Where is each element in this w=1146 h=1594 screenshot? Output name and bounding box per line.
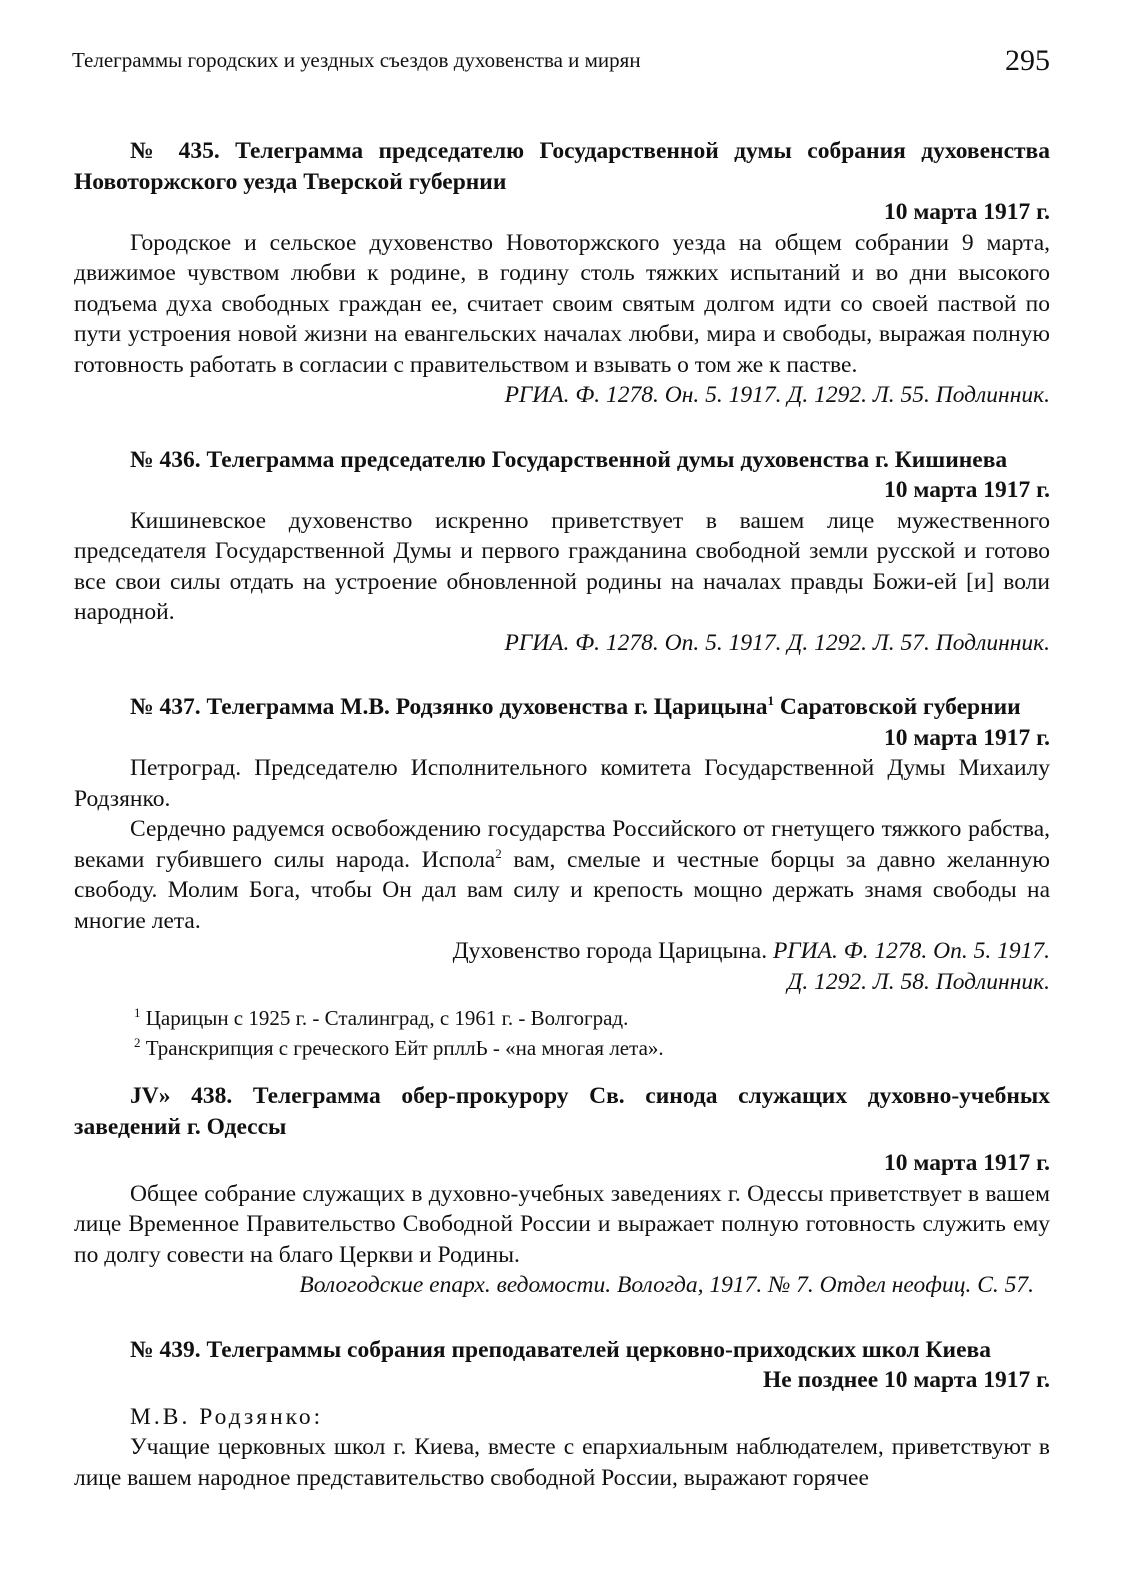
doc-437-source-2: Д. 1292. Л. 58. Подлинник. bbox=[787, 968, 1050, 995]
doc-437-title-tail: Саратовской губернии bbox=[774, 694, 1021, 720]
doc-437-text-tail: вам, смелые и честные борцы за давно желанную свободу. Молим Бога, чтобы Он дал вам силу и крепость мощно держать знамя свободы на многие лета. bbox=[74, 846, 1050, 934]
page-content bbox=[74, 136, 1050, 1493]
doc-436-text: Кишиневское духовенство искренно приветствует в вашем лице мужественного председателя Государственной Думы и первого гражданина свободной земли русской и готово все свои силы отдать на устроение обновленной родины на началах правды Божи-ей [и] воли народной. bbox=[74, 507, 1050, 625]
page-number: 295 bbox=[1005, 44, 1050, 77]
doc-439-text: Учащие церковных школ г. Киева, вместе с епархиальным наблюдателем, приветствуют в лице вашем народное представительство свободной России, выражают горячее bbox=[74, 1434, 1050, 1491]
doc-437-date: 10 марта 1917 г. bbox=[884, 724, 1050, 751]
doc-439-date: Не позднее 10 марта 1917 г. bbox=[762, 1367, 1050, 1393]
footnote-ref-2: 2 bbox=[495, 845, 502, 861]
doc-438-title: JV» 438. Телеграмма обер-прокурору Св. синода служащих духовно-учебных заведений г. Одессы bbox=[74, 1083, 1050, 1140]
document-438 bbox=[74, 1081, 1050, 1301]
footnote-2 bbox=[74, 1033, 1050, 1063]
document-436 bbox=[74, 445, 1050, 659]
footnotes bbox=[74, 1003, 1050, 1063]
running-title: Телеграммы городских и уездных съездов духовенства и мирян bbox=[72, 48, 641, 72]
footnote-ref-1: 1 bbox=[767, 693, 775, 709]
doc-435-date: 10 марта 1917 г. bbox=[884, 199, 1050, 225]
doc-435-source: РГИА. Ф. 1278. Он. 5. 1917. Д. 1292. Л. 55. Подлинник. bbox=[504, 382, 1050, 408]
document-435 bbox=[74, 136, 1050, 411]
doc-437-text bbox=[74, 814, 1050, 936]
doc-437-source-1: РГИА. Ф. 1278. Оп. 5. 1917. bbox=[772, 938, 1050, 964]
doc-436-source: РГИА. Ф. 1278. Оп. 5. 1917. Д. 1292. Л. 57. Подлинник. bbox=[504, 629, 1050, 656]
doc-437-title bbox=[74, 692, 1050, 723]
document-439 bbox=[74, 1335, 1050, 1494]
footnote-mark: 2 bbox=[134, 1035, 141, 1050]
doc-437-text-main: Сердечно радуемся освобождению государства Российского от гнетущего тяжкого рабства, веками губившего силы народа. Испола bbox=[74, 816, 1050, 873]
doc-435-text: Городское и сельское духовенство Новоторжского уезда на общем собрании 9 марта, движимое чувством любви к родине, в годину столь тяжких испытаний и во дни высокого подъема духа свободных граждан ее, считает своим святым долгом идти со своей паствой по пути устроения новой жизни на евангельских началах любви, мира и свободы, выражая полную готовность работать в согласии с правительством и взывать о том же к пастве. bbox=[74, 229, 1050, 378]
doc-438-source: Вологодские епарх. ведомости. Вологда, 1917. № 7. Отдел неофиц. С. 57. bbox=[299, 1272, 1034, 1298]
doc-435-title: № 435. Телеграмма председателю Государственной думы собрания духовенства Новоторжского уезда Тверской губернии bbox=[74, 138, 1050, 195]
footnote-text: Транскрипция с греческого Ейт рпллЬ - «на многая лета». bbox=[145, 1036, 664, 1060]
doc-438-date: 10 марта 1917 г. bbox=[884, 1150, 1050, 1176]
doc-437-signature: Духовенство города Царицына. bbox=[452, 938, 768, 964]
doc-436-date: 10 марта 1917 г. bbox=[884, 477, 1050, 503]
doc-437-signature-line bbox=[74, 936, 1050, 967]
doc-438-text: Общее собрание служащих в духовно-учебных заведениях г. Одессы приветствует в вашем лице Временное Правительство Свободной России и выражает полную готовность служить ему по долгу совести на благо Церкви и Родины. bbox=[74, 1180, 1050, 1268]
doc-436-title: № 436. Телеграмма председателю Государственной думы духовенства г. Кишинева bbox=[130, 446, 1008, 473]
footnote-1 bbox=[74, 1003, 1050, 1033]
doc-437-address: Петроград. Председателю Исполнительного комитета Государственной Думы Михаилу Родзянко. bbox=[74, 755, 1050, 812]
doc-439-addressee: М.В. Родзянко: bbox=[130, 1403, 324, 1430]
doc-439-title: № 439. Телеграммы собрания преподавателей церковно-приходских школ Киева bbox=[130, 1336, 991, 1363]
doc-437-title-main: № 437. Телеграмма М.В. Родзянко духовенства г. Царицына bbox=[130, 694, 768, 720]
footnote-text: Царицын с 1925 г. - Сталинград, с 1961 г. - Волгоград. bbox=[145, 1006, 629, 1030]
document-437 bbox=[74, 692, 1050, 1063]
footnote-mark: 1 bbox=[134, 1005, 141, 1020]
